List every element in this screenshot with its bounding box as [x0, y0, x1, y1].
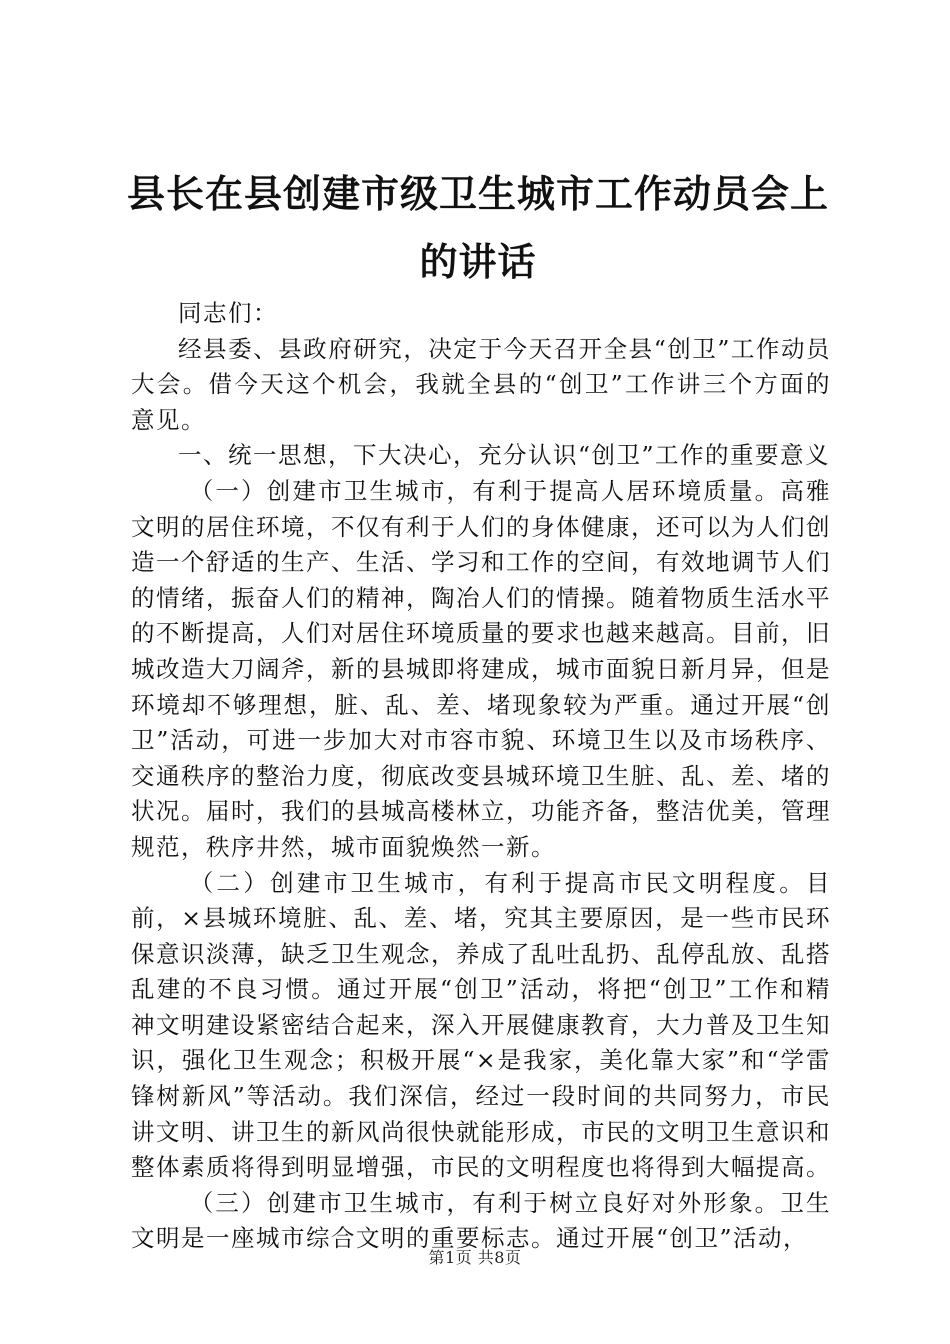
paragraph-point-2: （二）创建市卫生城市，有利于提高市民文明程度。目前，×县城环境脏、乱、差、堵，究其主要原因，是一些市民环保意识淡薄，缺乏卫生观念，养成了乱吐乱扔、乱停乱放、乱搭乱建的不良习惯。通过开展“创卫”活动，将把“创卫”工作和精神文明建设紧密结合起来，深入开展健康教育，大力普及卫生知识，强化卫生观念；积极开展“×是我家，美化靠大家”和“学雷锋树新风”等活动。我们深信，经过一段时间的共同努力，市民讲文明、讲卫生的新风尚很快就能形成，市民的文明卫生意识和整体素质将得到明显增强，市民的文明程度也将得到大幅提高。 [131, 868, 831, 1182]
paragraph-intro: 经县委、县政府研究，决定于今天召开全县“创卫”工作动员大会。借今天这个机会，我就全县的“创卫”工作讲三个方面的意见。 [131, 334, 831, 434]
document-title: 县长在县创建市级卫生城市工作动员会上的讲话 [126, 171, 829, 284]
paragraph-point-3: （三）创建市卫生城市，有利于树立良好对外形象。卫生文明是一座城市综合文明的重要标志。通过开展“创卫”活动， [131, 1188, 831, 1253]
page-footer: 第1页 共8页 [428, 1248, 522, 1267]
paragraph-point-1: （一）创建市卫生城市，有利于提高人居环境质量。高雅文明的居住环境，不仅有利于人们的身体健康，还可以为人们创造一个舒适的生产、生活、学习和工作的空间，有效地调节人们的情绪，振奋人们的精神，陶冶人们的情操。随着物质生活水平的不断提高，人们对居住环境质量的要求也越来越高。目前，旧城改造大刀阔斧，新的县城即将建成，城市面貌日新月异，但是环境却不够理想，脏、乱、差、堵现象较为严重。通过开展“创卫”活动，可进一步加大对市容市貌、环境卫生以及市场秩序、交通秩序的整治力度，彻底改变县城环境卫生脏、乱、差、堵的状况。届时，我们的县城高楼林立，功能齐备，整洁优美，管理规范，秩序井然，城市面貌焕然一新。 [131, 476, 831, 861]
salutation: 同志们： [178, 299, 278, 327]
section-heading-1: 一、统一思想，下大决心，充分认识“创卫”工作的重要意义 [178, 441, 831, 470]
document-body [131, 296, 831, 1257]
